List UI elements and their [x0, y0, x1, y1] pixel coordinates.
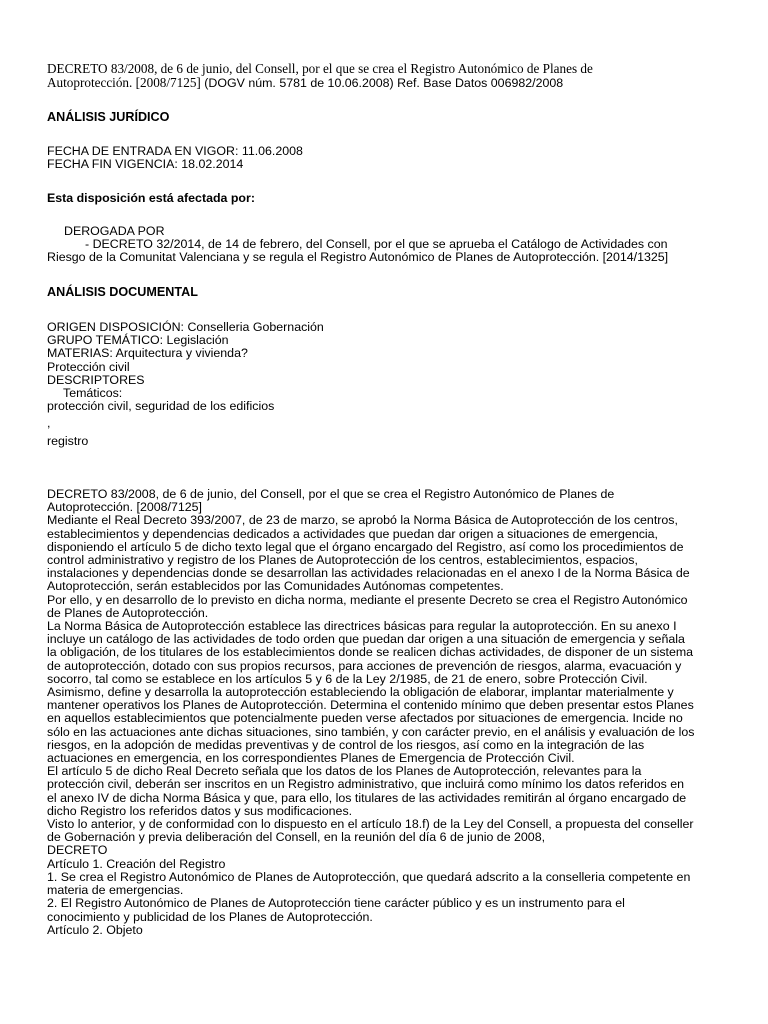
body-line: 1. Se crea el Registro Autonómico de Planes de Autoprotección, que quedará adscrito a la conselleria competente en [47, 869, 691, 884]
body-line: el anexo IV de dicha Norma Básica y que, para ello, los titulares de las actividades remitirán al órgano encargado de [47, 790, 687, 805]
tematicos-label: Temáticos: [63, 386, 123, 401]
body-line: Por ello, y en desarrollo de lo previsto en dicha norma, mediante el presente Decreto se crea el Registro Autonómico [47, 592, 688, 607]
grupo-tematico: GRUPO TEMÁTICO: Legislación [47, 333, 229, 348]
materia-proteccion: Protección civil [47, 359, 130, 374]
body-line: DECRETO [47, 843, 108, 858]
decree-header [47, 62, 731, 90]
body-line: La Norma Básica de Autoprotección establece las directrices básicas para regular la autoprotección. En su anexo I [47, 619, 677, 634]
body-line: Autoprotección, serán establecidos por las Comunidades Autónomas competentes. [47, 579, 504, 594]
body-line: Visto lo anterior, y de conformidad con lo dispuesto en el artículo 18.f) de la Ley del Consell, a propuesta del conseller [47, 817, 694, 832]
derogada-decree-line2: Riesgo de la Comunitat Valenciana y se regula el Registro Autonómico de Planes de Autoprotección. [2014/1325] [47, 250, 669, 265]
analisis-documental-heading: ANÁLISIS DOCUMENTAL [47, 285, 198, 299]
body-line: Artículo 1. Creación del Registro [47, 856, 226, 871]
body-line: actuaciones en emergencia, en los correspondientes Planes de Emergencia de Protección Civil. [47, 751, 575, 766]
body-line: socorro, tal como se establece en los artículos 5 y 6 de la Ley 2/1985, de 21 de enero, sobre Protección Civil. [47, 671, 648, 686]
body-line: la obligación, de los titulares de los establecimientos donde se realicen dichas actividades, de disponer de un sistema [47, 645, 694, 660]
body-line: riesgos, en la adopción de medidas preventivas y de control de los riesgos, así como en la integración de las [47, 737, 645, 752]
body-line: incluye un catálogo de las actividades de todo orden que puedan dar origen a una situación de emergencia y señala [47, 632, 685, 647]
decree-title-serif: Autoprotección. [2008/7125] [47, 75, 201, 90]
body-line: Asimismo, define y desarrolla la autoprotección estableciendo la obligación de elaborar, implantar materialmente y [47, 685, 674, 700]
body-line: de autoprotección, dotado con sus propios recursos, para acciones de prevención de riesgos, alarma, evacuación y [47, 658, 682, 673]
analisis-juridico-heading: ANÁLISIS JURÍDICO [47, 110, 170, 124]
body-line: 2. El Registro Autonómico de Planes de Autoprotección tiene carácter público y es un instrumento para el [47, 896, 625, 911]
tematicos-values: protección civil, seguridad de los edificios [47, 399, 275, 414]
fecha-fin: FECHA FIN VIGENCIA: 18.02.2014 [47, 157, 244, 172]
derogada-decree-line1: - DECRETO 32/2014, de 14 de febrero, del Consell, por el que se aprueba el Catálogo de Actividades con [85, 237, 668, 252]
body-line: de Gobernación y previa deliberación del Consell, en la reunión del día 6 de junio de 2008, [47, 830, 546, 845]
body-line: materia de emergencias. [47, 883, 184, 898]
descriptor-separator: , [47, 416, 51, 430]
body-line: instalaciones y dependencias donde se desarrollan las actividades relacionadas en el anexo I de la Norma Básica de [47, 566, 690, 581]
body-line: Mediante el Real Decreto 393/2007, de 23 de marzo, se aprobó la Norma Básica de Autoprotección de los centros, [47, 513, 678, 528]
documental-fields [47, 321, 731, 413]
body-line: control administrativo y registro de los Planes de Autoprotección de los centros, establecimientos, espacios, [47, 553, 638, 568]
decree-title-line2 [47, 76, 731, 90]
decree-title-line1: DECRETO 83/2008, de 6 de junio, del Consell, por el que se crea el Registro Autonómico de Planes de [47, 61, 593, 76]
body-line: de Planes de Autoprotección. [47, 605, 209, 620]
body-line: protección civil, deberán ser inscritos en un Registro administrativo, que incluirá como mínimo los datos referidos en [47, 777, 685, 792]
vigencia-dates [47, 145, 731, 171]
descriptor-registro: registro [47, 434, 89, 448]
derogada-label: DEROGADA POR [64, 224, 165, 238]
body-line: sólo en las actuaciones ante dichas situaciones, sino también, y con carácter previo, en el análisis y evaluación de los [47, 724, 695, 739]
materias: MATERIAS: Arquitectura y vivienda? [47, 346, 248, 361]
body-line: disponiendo el artículo 5 de dicho texto legal que el órgano encargado del Registro, así como los procedimientos de [47, 539, 684, 554]
body-line: El artículo 5 de dicho Real Decreto señala que los datos de los Planes de Autoprotección, relevantes para la [47, 764, 642, 779]
body-line: establecimientos y dependencias dedicados a actividades que puedan dar origen a situaciones de emergencia, [47, 526, 658, 541]
body-line: en aquellos establecimientos que potencialmente pueden verse afectados por situaciones de emergencia. Incide no [47, 711, 683, 726]
fecha-entrada: FECHA DE ENTRADA EN VIGOR: 11.06.2008 [47, 144, 303, 158]
body-line: conocimiento y publicidad de los Planes de Autoprotección. [47, 909, 373, 924]
decree-body [47, 488, 731, 937]
origen-disposicion: ORIGEN DISPOSICIÓN: Conselleria Gobernación [47, 320, 324, 334]
body-line: Artículo 2. Objeto [47, 922, 143, 937]
body-line: dicho Registro los referidos datos y sus modificaciones. [47, 803, 353, 818]
descriptores-label: DESCRIPTORES [47, 372, 145, 387]
body-line: DECRETO 83/2008, de 6 de junio, del Consell, por el que se crea el Registro Autonómico de Planes de [47, 487, 615, 501]
decree-reference: (DOGV núm. 5781 de 10.06.2008) Ref. Base Datos 006982/2008 [200, 76, 564, 90]
body-line: mantener operativos los Planes de Autoprotección. Determina el contenido mínimo que deben presentar estos Planes [47, 698, 694, 713]
body-line: Autoprotección. [2008/7125] [47, 500, 202, 515]
derogada-block [47, 225, 731, 265]
afectada-heading: Esta disposición está afectada por: [47, 191, 255, 205]
